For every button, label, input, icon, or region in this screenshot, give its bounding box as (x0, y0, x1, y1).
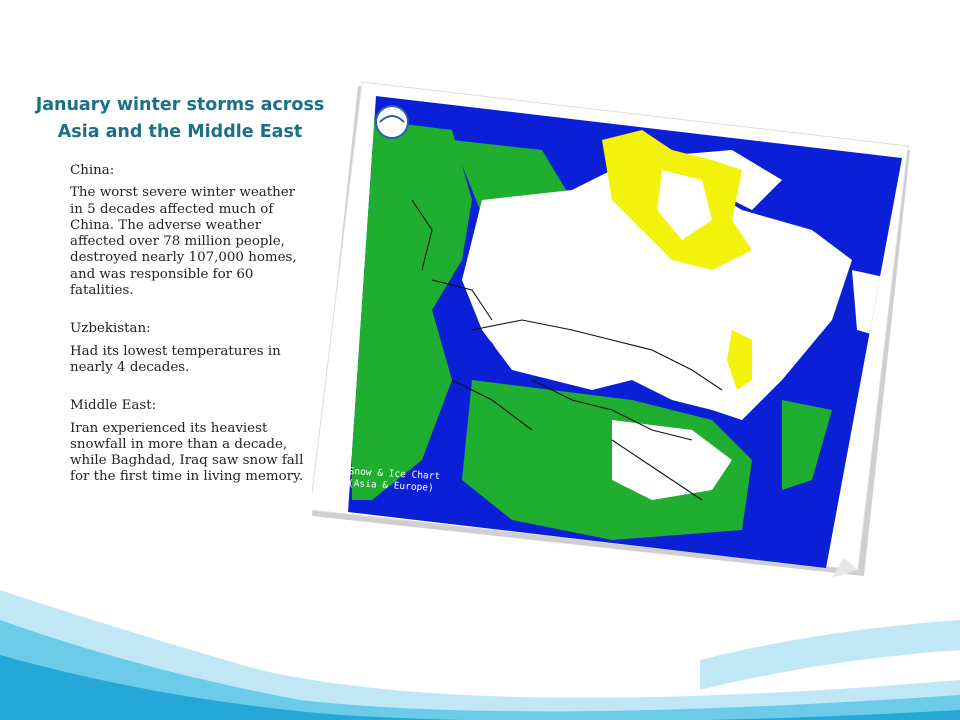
caspian-sea (477, 340, 497, 380)
section-china (70, 163, 306, 299)
map-caption-line2: (Asia & Europe) (347, 477, 434, 494)
map-caption (348, 466, 441, 495)
section-text: The worst severe winter weather in 5 decades affected much of China. The adverse weather affected over 78 million people, destroyed nearly 107,000 homes, and was responsible for 60 fatalities. (70, 185, 297, 299)
section-heading: Uzbekistan: (70, 321, 151, 337)
section-text: Had its lowest temperatures in nearly 4 decades. (70, 343, 281, 375)
decorative-waves (0, 560, 960, 720)
section-uzbekistan (70, 321, 306, 376)
section-text: Iran experienced its heaviest snowfall in more than a decade, while Baghdad, Iraq saw snow fall for the first time in living memory. (70, 420, 304, 485)
section-heading: China: (70, 163, 115, 178)
wave-right-light (700, 620, 960, 690)
body-text (70, 163, 306, 492)
slide-title: January winter storms across Asia and the Middle East (35, 95, 325, 142)
snow-ice-chart-photo (312, 80, 916, 580)
section-heading: Middle East: (70, 398, 157, 414)
snow-ice-map (312, 80, 916, 580)
map-caption-line1: Snow & Ice Chart (348, 466, 441, 483)
section-middle-east (70, 398, 306, 485)
map-content (312, 80, 916, 580)
